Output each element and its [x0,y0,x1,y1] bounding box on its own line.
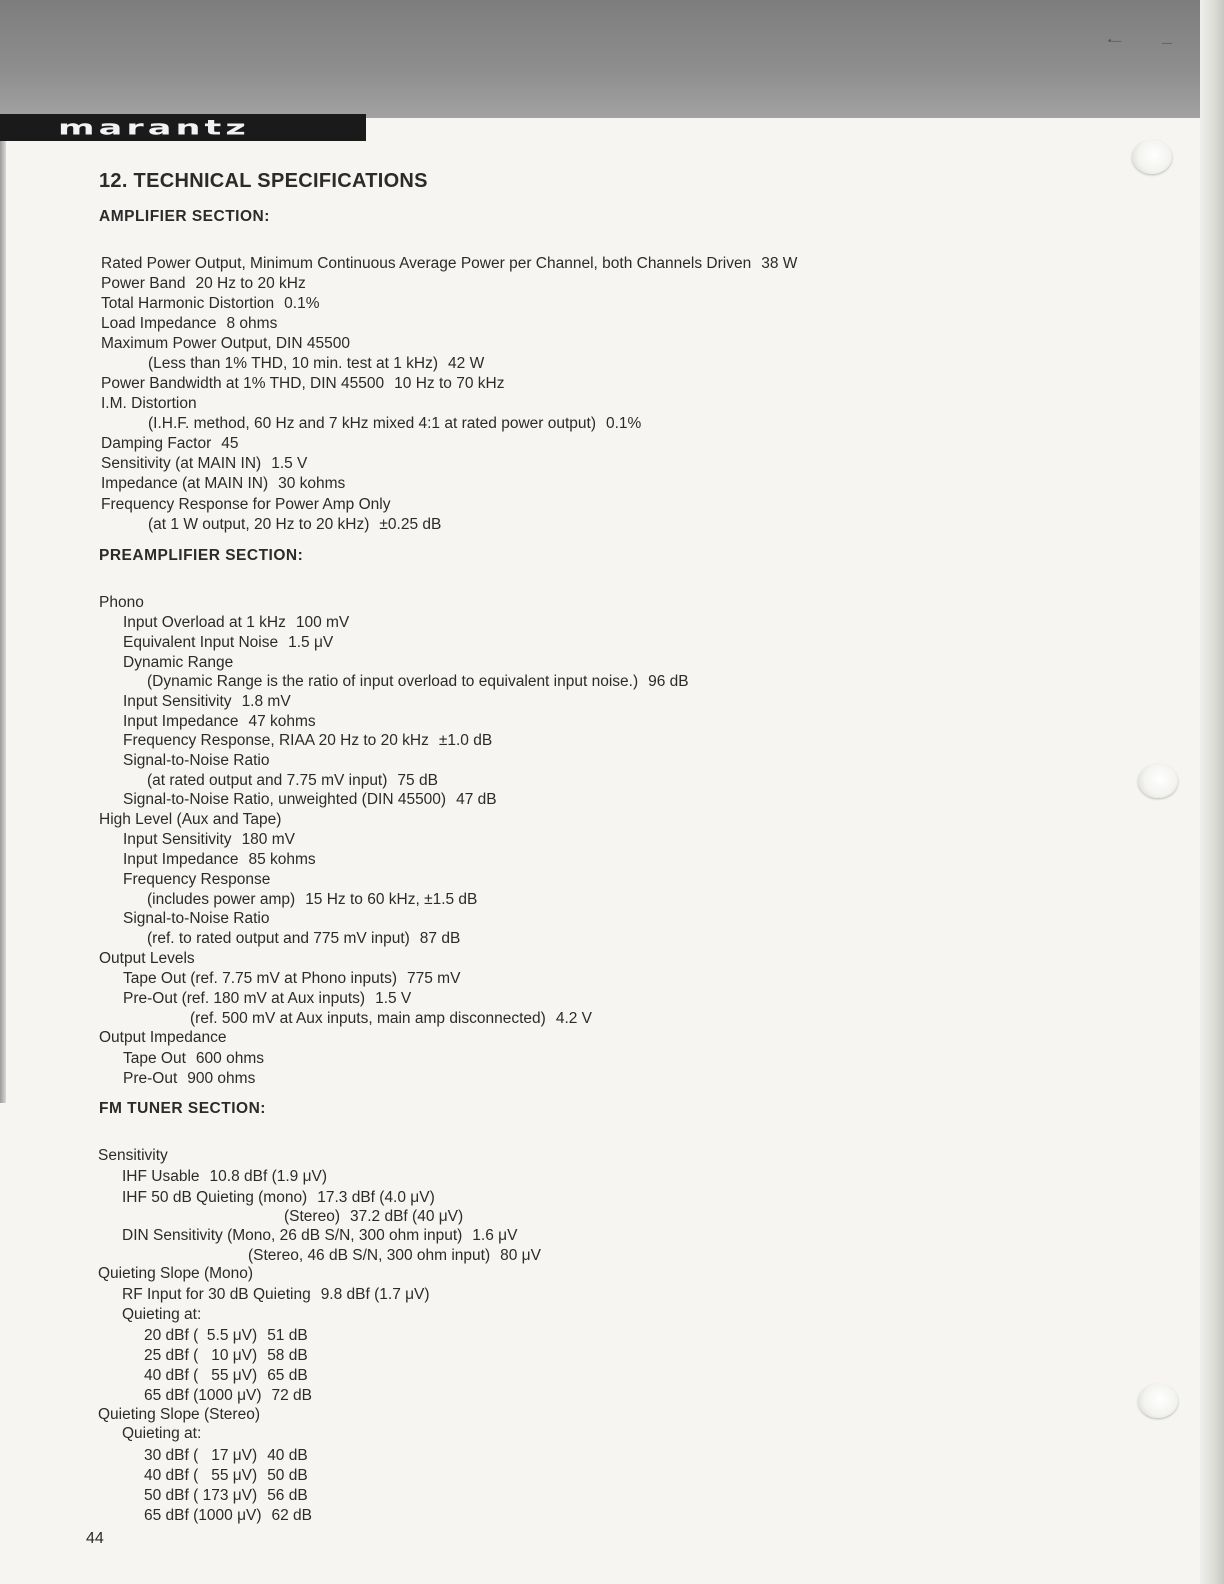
section-heading-fm-tuner: FM TUNER SECTION: [99,1100,266,1117]
spec-value: 17.3 dBf (4.0 μV) [317,1189,435,1206]
spec-label: Output Levels [99,950,195,967]
edge-mark: •— [1108,36,1122,47]
spec-value: 37.2 dBf (40 μV) [350,1208,464,1225]
spec-value: 15 Hz to 60 kHz, ±1.5 dB [305,891,478,908]
edge-mark: — [1162,38,1172,49]
top-gray-band [0,0,1200,118]
spec-label: (includes power amp) [147,891,296,908]
spec-label: Signal-to-Noise Ratio, unweighted (DIN 45500) [123,791,447,808]
spec-label: Input Impedance [123,851,239,868]
spec-value: 62 dB [271,1507,313,1524]
section-heading-preamplifier: PREAMPLIFIER SECTION: [99,547,304,564]
spec-label: (ref. 500 mV at Aux inputs, main amp disconnected) [190,1010,546,1027]
spec-value: 9.8 dBf (1.7 μV) [320,1286,430,1303]
spec-value: 87 dB [419,930,461,947]
spec-value: 80 μV [500,1247,541,1264]
spec-value: 1.8 mV [241,693,291,710]
spec-label: Quieting Slope (Mono) [98,1265,254,1282]
spec-value: 45 [221,435,239,452]
spec-label: Input Overload at 1 kHz [123,614,286,631]
spec-label: Frequency Response for Power Amp Only [101,496,391,513]
spec-value: 72 dB [271,1387,313,1404]
spec-label: Signal-to-Noise Ratio [123,752,270,769]
spec-label: DIN Sensitivity (Mono, 26 dB S/N, 300 ohm input) [122,1227,463,1244]
binder-hole [1138,1384,1178,1418]
spec-label: 65 dBf (1000 μV) [144,1387,262,1404]
spec-value: 65 dB [267,1367,308,1384]
spec-label: (Stereo) [284,1208,340,1225]
spec-label: (I.H.F. method, 60 Hz and 7 kHz mixed 4:1 at rated power output) [148,415,596,432]
spec-label: (ref. to rated output and 775 mV input) [147,930,410,947]
binder-hole [1138,764,1178,798]
spec-value: 0.1% [284,295,320,312]
spec-label: (Less than 1% THD, 10 min. test at 1 kHz) [148,355,439,372]
spec-label: Power Bandwidth at 1% THD, DIN 45500 [101,375,385,392]
spec-label: Sensitivity [98,1147,168,1164]
spec-value: 58 dB [267,1347,308,1364]
spec-label: (Dynamic Range is the ratio of input overload to equivalent input noise.) [147,673,639,690]
spec-value: 100 mV [295,614,350,631]
spec-label: Equivalent Input Noise [123,634,279,651]
spec-label: 25 dBf ( 10 μV) [144,1347,258,1364]
spec-label: 20 dBf ( 5.5 μV) [144,1327,258,1344]
spec-label: (at 1 W output, 20 Hz to 20 kHz) [148,516,370,533]
spec-label: Tape Out [123,1050,186,1067]
spec-label: Input Sensitivity [123,831,232,848]
spec-label: Phono [99,594,144,611]
spec-label: Rated Power Output, Minimum Continuous Average Power per Channel, both Channels Driven [101,255,752,272]
spec-label: (Stereo, 46 dB S/N, 300 ohm input) [248,1247,491,1264]
spec-label: Load Impedance [101,315,217,332]
spec-label: High Level (Aux and Tape) [99,811,282,828]
spec-label: Total Harmonic Distortion [101,295,275,312]
spec-label: Signal-to-Noise Ratio [123,910,270,927]
spec-label: IHF Usable [122,1168,200,1185]
spec-label: 65 dBf (1000 μV) [144,1507,262,1524]
spec-label: Power Band [101,275,186,292]
spec-value: ±0.25 dB [379,516,442,533]
spec-label: Input Sensitivity [123,693,232,710]
spec-value: 20 Hz to 20 kHz [195,275,306,292]
spec-label: Quieting at: [122,1306,202,1323]
spec-value: 4.2 V [555,1010,593,1027]
right-page-edge [1200,0,1224,1584]
spec-value: 1.5 V [375,990,412,1007]
spec-label: 40 dBf ( 55 μV) [144,1367,258,1384]
spec-value: 1.6 μV [472,1227,518,1244]
brand-logo: marantz [58,115,250,140]
spec-label: Frequency Response [123,871,271,888]
spec-value: 10.8 dBf (1.9 μV) [209,1168,328,1185]
brand-logo-bar [0,114,366,141]
spec-label: Output Impedance [99,1029,227,1046]
spec-label: Dynamic Range [123,654,234,671]
spec-value: 42 W [448,355,485,372]
spec-label: Pre-Out [123,1070,178,1087]
spec-label: Quieting Slope (Stereo) [98,1406,260,1423]
spec-label: Sensitivity (at MAIN IN) [101,455,262,472]
spec-value: 51 dB [267,1327,308,1344]
spec-label: 50 dBf ( 173 μV) [144,1487,258,1504]
spec-label: 30 dBf ( 17 μV) [144,1447,258,1464]
spec-value: 900 ohms [187,1070,256,1087]
spec-value: 75 dB [397,772,438,789]
spec-value: 85 kohms [248,851,316,868]
spec-value: 47 kohms [248,713,316,730]
spec-value: 180 mV [241,831,295,848]
spec-label: I.M. Distortion [101,395,197,412]
spec-value: 47 dB [456,791,497,808]
spec-value: 0.1% [606,415,642,432]
spec-value: 10 Hz to 70 kHz [394,375,505,392]
page-number: 44 [86,1530,104,1547]
spec-label: 40 dBf ( 55 μV) [144,1467,258,1484]
spec-label: Quieting at: [122,1425,202,1442]
left-binding-shadow [0,118,6,1103]
spec-label: IHF 50 dB Quieting (mono) [122,1189,308,1206]
spec-label: Impedance (at MAIN IN) [101,475,269,492]
spec-value: 30 kohms [278,475,346,492]
spec-value: 1.5 V [271,455,308,472]
spec-label: (at rated output and 7.75 mV input) [147,772,388,789]
spec-label: Maximum Power Output, DIN 45500 [101,335,350,352]
spec-value: 600 ohms [195,1050,264,1067]
binder-hole [1132,140,1172,174]
spec-value: 50 dB [267,1467,308,1484]
spec-value: 8 ohms [226,315,278,332]
spec-label: RF Input for 30 dB Quieting [122,1286,311,1303]
spec-label: Damping Factor [101,435,212,452]
spec-value: 56 dB [267,1487,308,1504]
spec-value: 38 W [761,255,798,272]
spec-value: 96 dB [648,673,689,690]
spec-value: 1.5 μV [288,634,334,651]
spec-value: ±1.0 dB [438,732,493,749]
section-heading-amplifier: AMPLIFIER SECTION: [99,208,270,225]
page-title: 12. TECHNICAL SPECIFICATIONS [99,170,428,192]
spec-value: 775 mV [406,970,461,987]
spec-label: Input Impedance [123,713,239,730]
spec-label: Tape Out (ref. 7.75 mV at Phono inputs) [123,970,397,987]
spec-label: Frequency Response, RIAA 20 Hz to 20 kHz [123,732,429,749]
spec-label: Pre-Out (ref. 180 mV at Aux inputs) [123,990,366,1007]
spec-value: 40 dB [267,1447,308,1464]
